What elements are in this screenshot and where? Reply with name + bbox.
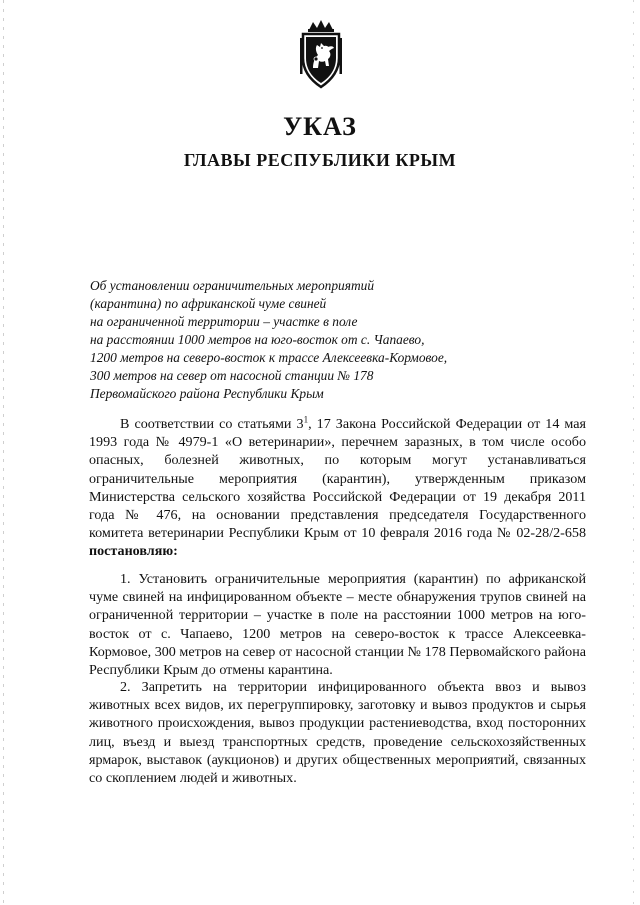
decree-heading-line: 1200 метров на северо-восток к трассе Алексеевка-Кормовое, [90,350,448,365]
intro-superscript: 1 [303,414,309,425]
decree-heading-line: Первомайского района Республики Крым [90,386,324,401]
decree-heading-line: Об установлении ограничительных мероприятий [90,278,375,293]
decree-heading-line: на ограниченной территории – участке в поле [90,314,358,329]
decree-keyword: постановляю: [89,543,178,560]
decree-item-1: 1. Установить ограничительные мероприятия (карантин) по африканской чуме свиней на инфицированном объекте – месте обнаружения трупов свиней на ограниченной территории – участке в поле на расстоянии 1000 метров на юго-восток от с. Чапаево, 1200 метров на северо-восток к трассе Алексеевка-Кормовое, 300 метров на север от насосной станции № 178 Первомайского района Республики Крым до отмены карантина. [89,571,586,679]
decree-item-2: 2. Запретить на территории инфицированного объекта ввоз и вывоз животных всех видов, их перегруппировку, заготовку и вывоз продуктов и сырья животного происхождения, вывоз продукции растениеводства, вход посторонних лиц, въезд и выезд транспортных средств, проведение сельскохозяйственных ярмарок, выставок (аукционов) и других общественных мероприятий, связанных со скоплением людей и животных. [89,679,586,787]
document-title: УКАЗ [283,112,357,141]
decree-heading-line: (карантина) по африканской чуме свиней [90,296,327,311]
decree-heading-line: на расстоянии 1000 метров на юго-восток от с. Чапаево, [90,332,425,347]
intro-text-b: , 17 Закона Российской Федерации от 14 мая 1993 года № 4979-1 «О ветеринарии», перечнем заразных, в том числе особо опасных, болезней животных, по которым могут устанавливаться ограничительные мероприятия (карантин), утвержденным приказом Министерства сельского хозяйства Российской Федерации от 19 декабря 2011 года № 476, на основании представления председателя Государственного комитета ветеринарии Республики Крым от 10 февраля 2016 года № 02-28/2-658 [89,416,586,542]
decree-heading [90,277,530,403]
crimea-coat-of-arms-icon [291,18,351,90]
intro-text-a: В соответствии со статьями 3 [120,416,304,432]
decree-heading-line: 300 метров на север от насосной станции № 178 [90,368,374,383]
document-subtitle: ГЛАВЫ РЕСПУБЛИКИ КРЫМ [183,150,457,170]
intro-paragraph [89,415,586,561]
